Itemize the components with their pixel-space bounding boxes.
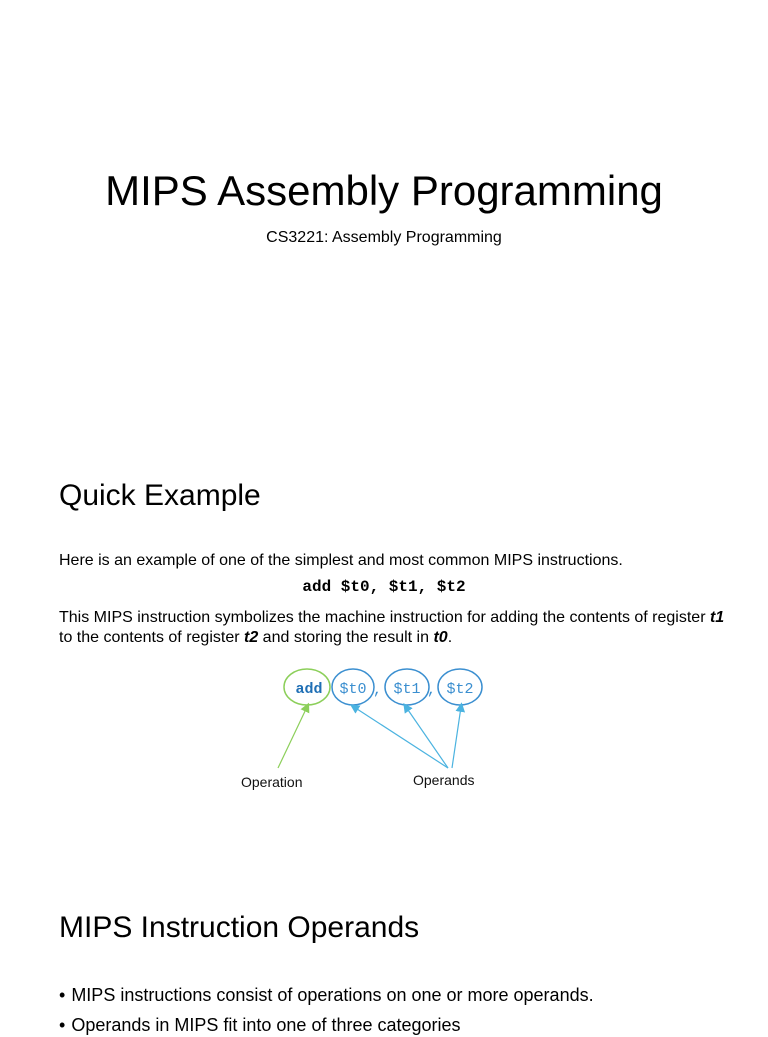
operand-arrow-t1 xyxy=(406,707,448,768)
bullet-item xyxy=(59,983,594,1007)
comma: , xyxy=(427,682,437,699)
bullet-icon: • xyxy=(59,1015,66,1035)
title-slide xyxy=(0,0,768,432)
bullet-text: MIPS instructions consist of operations on one or more operands. xyxy=(71,985,594,1005)
operand-text-t2: $t2 xyxy=(446,681,474,698)
slide-heading: Quick Example xyxy=(59,479,261,512)
bullet-item xyxy=(59,1013,461,1037)
quick-example-slide xyxy=(0,432,768,864)
comma: , xyxy=(373,682,383,699)
register-t0: t0 xyxy=(433,629,448,646)
operands-slide xyxy=(0,864,768,1035)
operand-arrow-t0 xyxy=(354,707,448,768)
operand-text-t0: $t0 xyxy=(339,681,367,698)
desc-part: . xyxy=(447,629,453,646)
operand-arrow-t2 xyxy=(452,707,461,768)
code-example: add $t0, $t1, $t2 xyxy=(302,578,466,596)
desc-part: This MIPS instruction symbolizes the machine instruction for adding the contents of register xyxy=(59,609,710,626)
description-text xyxy=(59,608,729,648)
course-subtitle: CS3221: Assembly Programming xyxy=(266,229,502,246)
desc-part: to the contents of register xyxy=(59,629,244,646)
operation-arrow xyxy=(278,707,307,768)
desc-part: and storing the result in xyxy=(258,629,434,646)
operation-text: add xyxy=(295,681,323,698)
operand-text-t1: $t1 xyxy=(393,681,421,698)
operands-label: Operands xyxy=(413,772,475,788)
presentation-title: MIPS Assembly Programming xyxy=(105,167,663,214)
intro-text: Here is an example of one of the simplest and most common MIPS instructions. xyxy=(59,552,623,569)
slide-heading: MIPS Instruction Operands xyxy=(59,911,420,944)
register-t2: t2 xyxy=(244,629,259,646)
bullet-icon: • xyxy=(59,985,66,1005)
instruction-diagram xyxy=(230,664,500,804)
bullet-text: Operands in MIPS fit into one of three categories xyxy=(71,1015,461,1035)
operation-label: Operation xyxy=(241,774,303,790)
register-t1: t1 xyxy=(709,609,725,626)
